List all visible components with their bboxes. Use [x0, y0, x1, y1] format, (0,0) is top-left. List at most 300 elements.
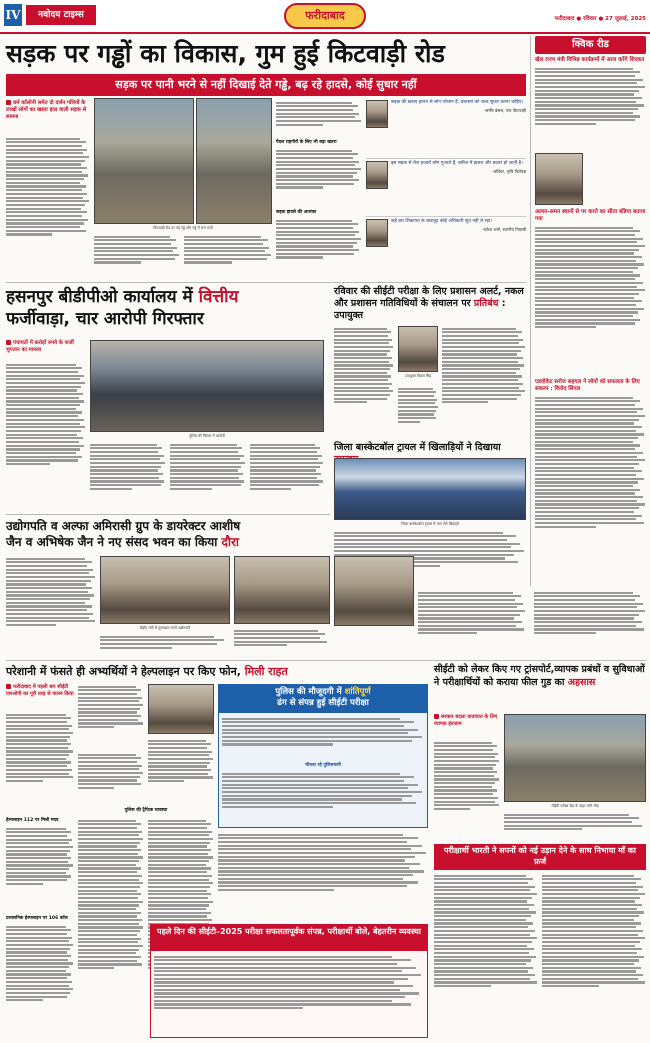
story5-photo — [234, 556, 330, 624]
text-line — [334, 364, 393, 366]
text-line — [418, 625, 516, 627]
text-line — [6, 448, 80, 450]
text-line — [154, 963, 397, 965]
text-line — [148, 842, 210, 844]
text-line — [434, 797, 498, 799]
text-line — [434, 753, 498, 755]
story4-photo — [334, 458, 526, 520]
text-line — [535, 112, 633, 114]
text-line — [535, 90, 639, 92]
text-line — [94, 250, 173, 252]
text-line — [78, 708, 140, 710]
text-line — [6, 602, 85, 604]
quick-read-body — [535, 395, 646, 585]
text-line — [78, 886, 140, 888]
text-line — [222, 802, 416, 804]
text-line — [535, 526, 596, 528]
text-line — [6, 617, 89, 619]
text-line — [78, 697, 142, 699]
text-line — [148, 754, 209, 756]
text-line — [6, 857, 71, 859]
text-line — [535, 444, 640, 446]
text-line — [184, 243, 263, 245]
text-line — [276, 183, 354, 185]
quick-read-column — [530, 36, 646, 586]
story3-photo — [398, 326, 438, 372]
text-line — [535, 467, 634, 469]
text-line — [250, 469, 316, 471]
text-line — [78, 956, 141, 958]
story7-photo-caption: सीईटी परीक्षा केंद्र के बाहर लगी भीड़ — [551, 804, 599, 808]
text-line — [94, 254, 179, 256]
text-line — [78, 945, 143, 947]
text-line — [222, 725, 404, 727]
text-line — [276, 109, 353, 111]
text-line — [6, 211, 87, 213]
text-line — [6, 580, 91, 582]
text-line — [170, 455, 244, 457]
lead-body-col3 — [184, 234, 272, 280]
text-line — [542, 970, 636, 972]
text-line — [535, 326, 596, 328]
text-line — [78, 722, 143, 724]
text-line — [276, 102, 352, 104]
text-line — [78, 783, 141, 785]
text-line — [434, 808, 470, 810]
text-line — [170, 447, 242, 449]
page-number: IV — [4, 4, 22, 26]
story7-photo — [504, 714, 646, 802]
text-line — [170, 469, 238, 471]
text-line — [94, 239, 176, 241]
text-line — [6, 145, 82, 147]
text-line — [535, 463, 639, 465]
text-line — [434, 889, 530, 891]
text-line — [434, 930, 535, 932]
text-line — [535, 500, 637, 502]
text-line — [154, 985, 413, 987]
text-line — [90, 466, 161, 468]
text-line — [442, 350, 521, 352]
text-line — [535, 263, 644, 265]
masthead — [0, 0, 650, 34]
text-line — [218, 874, 413, 876]
text-line — [418, 610, 525, 612]
text-line — [148, 765, 207, 767]
text-line — [78, 897, 138, 899]
text-line — [534, 614, 639, 616]
text-line — [6, 758, 66, 760]
city-banner: फरीदाबाद — [284, 3, 366, 29]
text-line — [334, 331, 391, 333]
story6-body-col1b — [6, 826, 74, 914]
story2-kicker: पंचायतों में करोड़ों रुपये के फर्जी भुगतान का मामला — [6, 340, 74, 353]
text-line — [334, 401, 367, 403]
story4-photo-caption: जिला बास्केटबॉल ट्रायल में भाग लेते खिलाड़ी — [401, 522, 459, 526]
text-line — [535, 311, 638, 313]
text-line — [6, 725, 72, 727]
text-line — [6, 160, 85, 162]
text-line — [90, 455, 164, 457]
text-line — [442, 353, 517, 355]
text-line — [78, 901, 143, 903]
text-line — [276, 231, 359, 233]
text-line — [334, 339, 392, 341]
text-line — [334, 543, 520, 545]
text-line — [542, 952, 637, 954]
text-line — [148, 890, 207, 892]
text-line — [6, 605, 92, 607]
story5-headline: उद्योगपति व अल्फा अमिरासी ग्रुप के डायरेक्टर आशीष जैन व अभिषेक जैन ने नए संसद भवन का किया दौरा — [6, 519, 241, 549]
text-line — [276, 124, 323, 126]
text-line — [535, 426, 642, 428]
text-line — [184, 261, 232, 263]
text-line — [78, 912, 141, 914]
cet-box-title: पहले दिन की सीईटी–2025 परीक्षा सफलतापूर्वक संपन्न, परीक्षार्थी बोले, बेहतरीन व्यवस्था — [151, 925, 427, 951]
text-line — [542, 889, 638, 891]
quick-read-body — [534, 590, 646, 656]
text-line — [6, 393, 83, 395]
text-line — [78, 963, 142, 965]
text-line — [334, 539, 507, 541]
text-line — [398, 388, 433, 390]
text-line — [535, 249, 639, 251]
text-line — [148, 849, 211, 851]
text-line — [334, 387, 389, 389]
text-line — [6, 204, 85, 206]
text-line — [334, 532, 503, 534]
text-line — [334, 383, 392, 385]
text-line — [276, 175, 353, 177]
quote-item — [366, 158, 526, 216]
text-line — [334, 353, 387, 355]
text-line — [276, 172, 357, 174]
text-line — [6, 423, 80, 425]
text-line — [535, 282, 643, 284]
text-line — [276, 220, 352, 222]
text-line — [442, 379, 518, 381]
text-line — [78, 893, 141, 895]
text-line — [535, 315, 633, 317]
text-line — [148, 780, 184, 782]
text-line — [6, 992, 70, 994]
text-line — [250, 488, 291, 490]
text-line — [218, 837, 418, 839]
text-line — [434, 963, 526, 965]
text-line — [434, 786, 492, 788]
text-line — [535, 293, 639, 295]
text-line — [78, 941, 138, 943]
text-line — [90, 447, 162, 449]
text-line — [434, 782, 495, 784]
text-line — [148, 856, 213, 858]
text-line — [78, 820, 136, 822]
text-line — [148, 904, 209, 906]
text-line — [542, 897, 640, 899]
story3-headline: रविवार की सीईटी परीक्षा के लिए प्रशासन अलर्ट, नकल और प्रशासन गतिविधियों के संचालन पर प्रतिबंध : उपायुक्त — [334, 286, 524, 321]
text-line — [6, 167, 87, 169]
quote-text: सड़क की खराब हालत से लोग परेशान हैं, प्रशासन को जल्द सुधार करना चाहिए। — [391, 100, 524, 105]
text-line — [234, 630, 318, 632]
story4-headline: जिला बास्केटबॉल ट्रायल में खिलाड़ियों ने दिखाया — [334, 442, 501, 453]
text-line — [276, 161, 359, 163]
text-line — [6, 430, 81, 432]
text-line — [334, 394, 390, 396]
text-line — [434, 978, 530, 980]
text-line — [148, 882, 213, 884]
text-line — [535, 492, 635, 494]
text-line — [148, 886, 210, 888]
text-line — [535, 252, 634, 254]
divider — [6, 282, 526, 283]
women-box-body — [434, 873, 538, 1035]
quick-read-item-title: अल्फा-अमन स्थानों से पर करते का सीता बंडिया बताया गया — [535, 209, 646, 222]
text-line — [78, 689, 141, 691]
text-line — [148, 871, 207, 873]
text-line — [148, 834, 209, 836]
story6-subhead: प्रशासनिक हेल्पलाइन पर 106 कॉल — [6, 916, 68, 921]
text-line — [504, 825, 642, 827]
text-line — [218, 885, 407, 887]
text-line — [90, 473, 163, 475]
text-line — [6, 382, 85, 384]
quote-avatar — [366, 161, 388, 189]
text-line — [434, 956, 536, 958]
text-line — [78, 715, 141, 717]
text-line — [434, 760, 499, 762]
text-line — [218, 863, 420, 865]
text-line — [6, 933, 67, 935]
text-line — [90, 444, 157, 446]
text-line — [148, 747, 207, 749]
text-line — [6, 773, 69, 775]
text-line — [78, 772, 143, 774]
text-line — [535, 400, 640, 402]
text-line — [535, 101, 636, 103]
text-line — [148, 769, 211, 771]
text-line — [148, 827, 207, 829]
text-line — [418, 592, 513, 594]
story2-photo — [90, 340, 324, 432]
text-line — [542, 930, 643, 932]
text-line — [78, 938, 141, 940]
text-line — [418, 614, 520, 616]
text-line — [6, 572, 89, 574]
quote-item — [366, 100, 526, 158]
text-line — [334, 357, 392, 359]
text-line — [434, 948, 534, 950]
text-line — [154, 974, 421, 976]
text-line — [542, 882, 636, 884]
text-line — [276, 249, 359, 251]
text-line — [535, 278, 635, 280]
text-line — [398, 402, 435, 404]
text-line — [535, 119, 635, 121]
text-line — [78, 704, 143, 706]
text-line — [222, 795, 412, 797]
text-line — [542, 978, 638, 980]
text-line — [218, 881, 418, 883]
story6-body-col2 — [78, 684, 144, 750]
text-line — [434, 789, 497, 791]
text-line — [535, 256, 642, 258]
text-line — [542, 963, 634, 965]
text-line — [90, 462, 165, 464]
story7-body-col1 — [434, 740, 500, 840]
text-line — [148, 893, 211, 895]
story5-body-col3 — [234, 628, 330, 656]
text-line — [148, 912, 211, 914]
text-line — [442, 361, 518, 363]
text-line — [148, 879, 209, 881]
text-line — [504, 821, 632, 823]
text-line — [334, 375, 391, 377]
story6-subhead: हेल्पलाइन 112 पर मिली मदद — [6, 818, 59, 823]
police-box-title: पुलिस की मौजूदगी में शांतिपूर्ण ढंग से संपन्न हुई सीईटी परीक्षा — [219, 685, 427, 713]
text-line — [78, 765, 142, 767]
text-line — [334, 546, 511, 548]
text-line — [442, 372, 516, 374]
text-line — [535, 448, 635, 450]
police-box-body — [222, 716, 424, 760]
text-line — [534, 603, 643, 605]
text-line — [170, 466, 241, 468]
text-line — [6, 835, 67, 837]
text-line — [6, 937, 72, 939]
text-line — [250, 473, 321, 475]
text-line — [535, 507, 639, 509]
text-line — [535, 308, 644, 310]
text-line — [535, 452, 643, 454]
text-line — [154, 981, 394, 983]
quick-read-label: क्विक रीड — [535, 36, 646, 54]
text-line — [6, 426, 85, 428]
text-line — [170, 480, 244, 482]
text-line — [6, 955, 71, 957]
lead-kicker: धर्म कॉलोनी समेत दो दर्जन गलियों के लाखों लोगों का खस्ता हाल वाली सड़क से सामना — [6, 100, 87, 120]
text-line — [6, 951, 67, 953]
text-line — [535, 319, 640, 321]
text-line — [250, 447, 320, 449]
text-line — [276, 153, 358, 155]
text-line — [6, 613, 93, 615]
text-line — [398, 410, 436, 412]
text-line — [542, 941, 640, 943]
text-line — [535, 481, 638, 483]
text-line — [154, 956, 392, 958]
text-line — [100, 647, 172, 649]
story2-body-col3 — [170, 442, 246, 510]
text-line — [94, 236, 170, 238]
text-line — [6, 765, 67, 767]
text-line — [398, 406, 438, 408]
text-line — [535, 518, 636, 520]
text-line — [334, 342, 389, 344]
lead-photo — [196, 98, 272, 224]
text-line — [535, 485, 633, 487]
text-line — [542, 974, 643, 976]
text-line — [535, 419, 639, 421]
text-line — [535, 271, 633, 273]
text-line — [434, 908, 529, 910]
lead-photo — [94, 98, 194, 224]
text-line — [535, 238, 643, 240]
text-line — [276, 242, 357, 244]
quick-read-body — [535, 225, 646, 375]
text-line — [222, 740, 412, 742]
story2-headline: हसनपुर बीडीपीओ कार्यालय में वित्तीय फर्जीवाड़ा, चार आरोपी गिरफ्तार — [6, 287, 239, 329]
text-line — [6, 853, 67, 855]
text-line — [542, 911, 644, 913]
text-line — [434, 934, 530, 936]
lead-strap: सड़क पर पानी भरने से नहीं दिखाई देते गड्ढे, बढ़ रहे हादसे, कोई सुधार नहीं — [6, 74, 526, 96]
text-line — [6, 850, 70, 852]
text-line — [6, 408, 76, 410]
text-line — [78, 834, 139, 836]
text-line — [6, 459, 78, 461]
text-line — [184, 239, 268, 241]
quote-text: इस सड़क से रोज हजारों लोग गुजरते हैं, बारिश में हालत और बदतर हो जाती है। — [391, 161, 523, 166]
text-line — [148, 867, 211, 869]
text-line — [334, 361, 389, 363]
text-line — [276, 227, 353, 229]
text-line — [6, 456, 82, 458]
text-line — [222, 718, 400, 720]
text-line — [250, 462, 323, 464]
text-line — [234, 644, 287, 646]
text-line — [78, 700, 139, 702]
quote-author: -राकेश शर्मा, स्थानीय निवासी — [481, 227, 526, 232]
text-line — [434, 745, 497, 747]
text-line — [434, 742, 492, 744]
text-line — [398, 413, 434, 415]
text-line — [218, 889, 334, 891]
text-line — [170, 462, 245, 464]
text-line — [334, 398, 387, 400]
story6-body-col1c — [6, 924, 74, 1034]
text-line — [6, 200, 89, 202]
text-line — [535, 241, 637, 243]
quick-read-item-title: खेल राज्य मंत्री विभिन्न कार्यक्रमों में आज करेंगे शिरकत — [535, 57, 645, 63]
text-line — [6, 929, 71, 931]
quote-text: कई बार शिकायत के बावजूद कोई अधिकारी सुध नहीं ले रहा। — [391, 219, 492, 224]
text-line — [6, 445, 84, 447]
text-line — [535, 470, 642, 472]
text-line — [542, 948, 642, 950]
text-line — [535, 304, 636, 306]
text-line — [154, 992, 419, 994]
text-line — [78, 686, 136, 688]
text-line — [535, 108, 638, 110]
text-line — [78, 757, 141, 759]
text-line — [6, 861, 68, 863]
text-line — [434, 926, 528, 928]
text-line — [78, 845, 137, 847]
story5-photo — [100, 556, 230, 624]
text-line — [218, 870, 424, 872]
text-line — [170, 484, 241, 486]
text-line — [442, 339, 523, 341]
text-line — [6, 569, 93, 571]
text-line — [6, 364, 76, 366]
text-line — [148, 845, 207, 847]
text-line — [434, 801, 495, 803]
text-line — [6, 776, 73, 778]
text-line — [6, 780, 43, 782]
text-line — [542, 967, 641, 969]
story6-subhead: पुलिस की ट्रैफिक व्यवस्था — [124, 808, 168, 813]
text-line — [6, 868, 69, 870]
